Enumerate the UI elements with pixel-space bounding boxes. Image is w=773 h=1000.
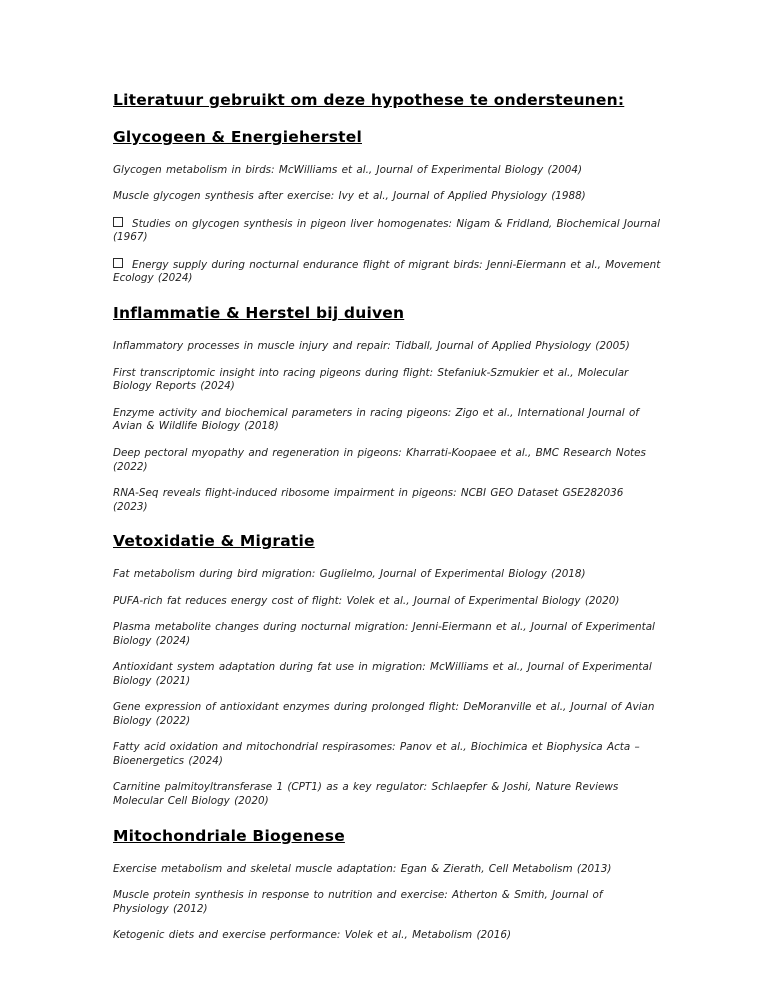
section-heading-inflammatie: Inflammatie & Herstel bij duiven — [113, 304, 405, 323]
reference-item: First transcriptomic insight into racing pigeons during flight: Stefaniuk-Szmukier et al., Molecular Biology Reports (2024) — [113, 366, 629, 393]
reference-item: Carnitine palmitoyltransferase 1 (CPT1) as a key regulator: Schlaepfer & Joshi, Nature Reviews Molecular Cell Biology (2020) — [113, 781, 619, 808]
reference-item: Enzyme activity and biochemical parameters in racing pigeons: Zigo et al., International Journal of Avian & Wildlife Biology (2018) — [113, 406, 639, 433]
section-heading-mitochondriale: Mitochondriale Biogenese — [113, 827, 345, 846]
reference-item: Inflammatory processes in muscle injury and repair: Tidball, Journal of Applied Physiology (2005) — [113, 340, 630, 353]
reference-text: Studies on glycogen synthesis in pigeon liver homogenates: Nigam & Fridland, Biochemical Journal (1967) — [113, 217, 661, 244]
reference-item: Glycogen metabolism in birds: McWilliams et al., Journal of Experimental Biology (2004) — [113, 164, 583, 176]
checkbox-icon[interactable] — [113, 217, 123, 227]
reference-item: Plasma metabolite changes during nocturnal migration: Jenni-Eiermann et al., Journal of Experimental Biology (2024) — [113, 621, 655, 647]
reference-item: Antioxidant system adaptation during fat use in migration: McWilliams et al., Journal of Experimental Biology (2021) — [113, 661, 652, 687]
checkbox-icon[interactable] — [113, 258, 123, 268]
reference-item: Deep pectoral myopathy and regeneration in pigeons: Kharrati-Koopaee et al., BMC Research Notes (2022) — [113, 446, 646, 473]
document-title: Literatuur gebruikt om deze hypothese te ondersteunen: — [113, 91, 625, 109]
reference-item-with-checkbox — [113, 217, 661, 246]
reference-item: Muscle protein synthesis in response to nutrition and exercise: Atherton & Smith, Journal of Physiology (2012) — [113, 889, 603, 916]
section-heading-glycogeen: Glycogeen & Energieherstel — [113, 128, 362, 146]
section-heading-vetoxidatie: Vetoxidatie & Migratie — [113, 532, 315, 551]
reference-item-with-checkbox — [113, 258, 661, 287]
reference-item: RNA-Seq reveals flight-induced ribosome impairment in pigeons: NCBI GEO Dataset GSE282036 (2023) — [113, 486, 624, 513]
reference-item: PUFA-rich fat reduces energy cost of flight: Volek et al., Journal of Experimental Biology (2020) — [113, 594, 620, 607]
reference-item: Muscle glycogen synthesis after exercise: Ivy et al., Journal of Applied Physiology (1988) — [113, 190, 586, 203]
reference-item: Exercise metabolism and skeletal muscle adaptation: Egan & Zierath, Cell Metabolism (2013) — [113, 863, 612, 876]
reference-item: Gene expression of antioxidant enzymes during prolonged flight: DeMoranville et al., Journal of Avian Biology (2022) — [113, 701, 655, 728]
reference-item: Ketogenic diets and exercise performance: Volek et al., Metabolism (2016) — [113, 929, 512, 942]
reference-item: Fat metabolism during bird migration: Guglielmo, Journal of Experimental Biology (2018) — [113, 568, 586, 581]
reference-item: Fatty acid oxidation and mitochondrial respirasomes: Panov et al., Biochimica et Biophysica Acta – Bioenergetics (2024) — [113, 741, 640, 768]
reference-text: Energy supply during nocturnal endurance flight of migrant birds: Jenni-Eiermann et al., Movement Ecology (2024) — [113, 258, 661, 285]
